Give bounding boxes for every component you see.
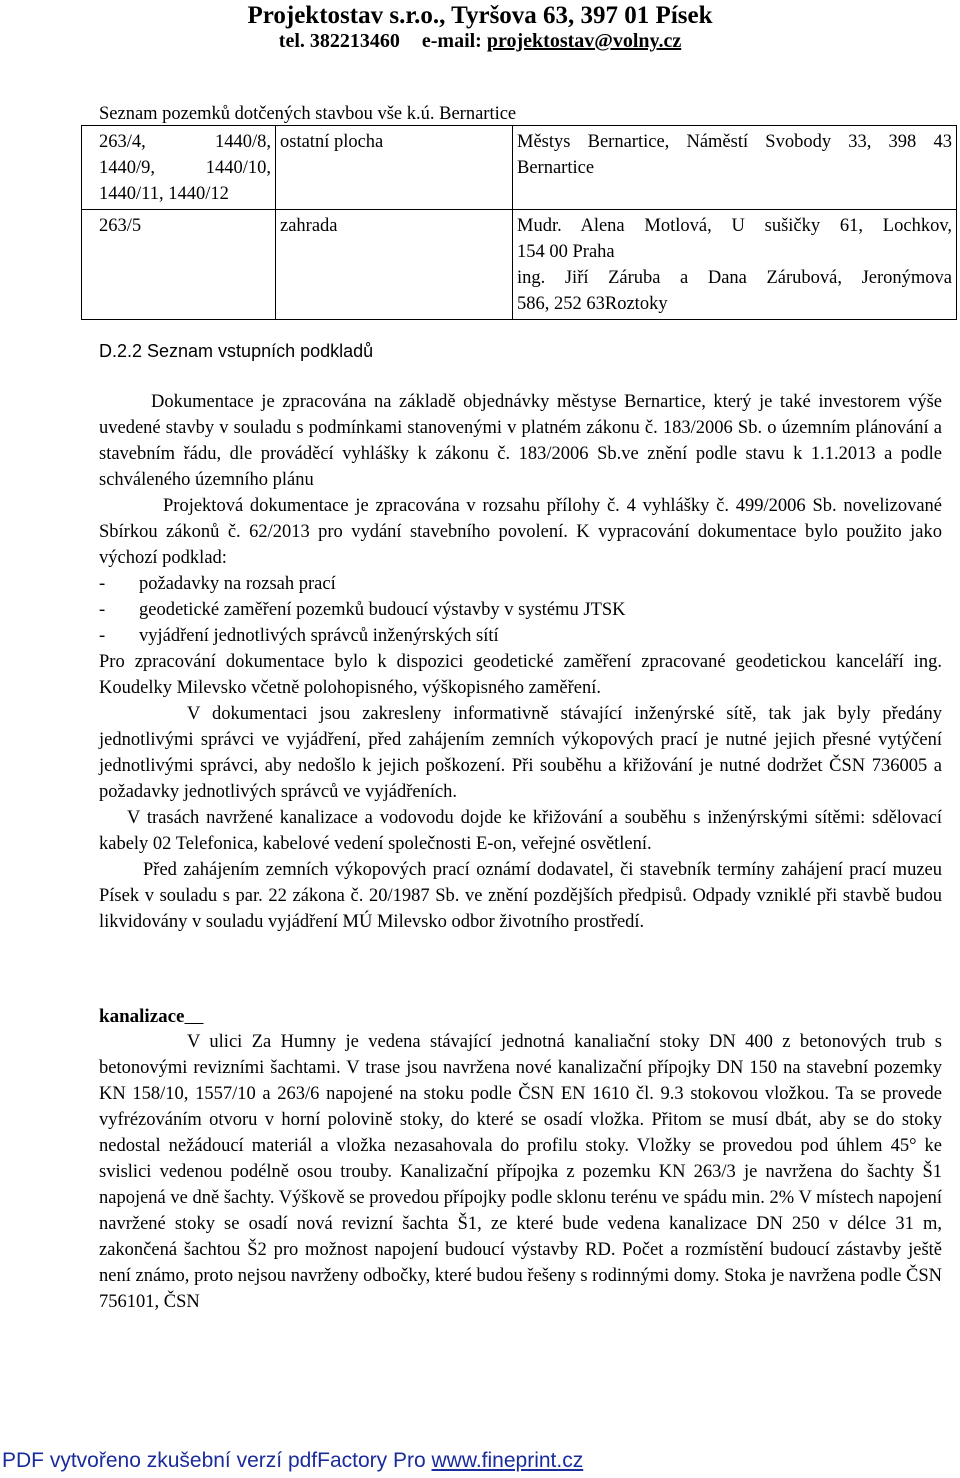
list-item: [99, 571, 942, 597]
owner-line: Městys Bernartice, Náměstí Svobody 33, 398 43: [517, 132, 952, 152]
email-block: [422, 30, 681, 52]
paragraph: Dokumentace je zpracována na základě objednávky městyse Bernartice, který je také investorem výše uvedené stavby v souladu s podmínkami stanovenými v platném zákonu č. 183/2006 Sb. o územním plánování a stavebním řádu, dle prováděcí vyhlášky k zákonu č. 183/2006 Sb.ve znění podle stavu k 1.1.2013 a podle schváleného územního plánu: [99, 392, 942, 490]
parcel-table: [81, 125, 957, 320]
owner-cell: [513, 126, 957, 210]
dash-bullet: -: [99, 574, 106, 594]
company-name-address: Projektostav s.r.o., Tyršova 63, 397 01 Písek: [247, 2, 713, 29]
list-item-text: požadavky na rozsah prací: [139, 574, 336, 594]
owner-line: 154 00 Praha: [517, 242, 615, 262]
footer-text: PDF vytvořeno zkušební verzí pdfFactory Pro: [2, 1449, 432, 1472]
letterhead: [0, 2, 960, 53]
table-row: [82, 126, 957, 210]
phone-number: tel. 382213460: [278, 30, 400, 52]
list-item-text: geodetické zaměření pozemků budoucí výstavby v systému JTSK: [139, 600, 626, 620]
owner-cell: [513, 210, 957, 320]
parcel-numbers-line: 1440/11, 1440/12: [99, 184, 229, 204]
kanalizace-body: [99, 1029, 942, 1315]
paragraph: Pro zpracování dokumentace bylo k dispozici geodetické zaměření zpracované geodetickou kanceláří ing. Koudelky Milevsko včetně polohopisného, výškopisného zaměření.: [99, 652, 942, 698]
parcel-numbers-line: 263/4, 1440/8,: [99, 132, 271, 152]
parcel-numbers-cell: [82, 126, 276, 210]
paragraph: V dokumentaci jsou zakresleny informativně stávající inženýrské sítě, tak jak byly předány jednotlivými správci ve vyjádření, před zahájením zemních výkopových prací je nutné jejich přesné vytýčení jednotlivými správci, aby nedošlo k jejich poškození. Při souběhu a křižování je nutné dodržet ČSN 736005 a požadavky jednotlivých správců ve vyjádřeních.: [99, 704, 942, 802]
land-type-cell: zahrada: [276, 210, 513, 320]
parcel-numbers-cell: 263/5: [82, 210, 276, 320]
list-item: [99, 597, 942, 623]
parcel-table-caption: Seznam pozemků dotčených stavbou vše k.ú. Bernartice: [99, 104, 517, 124]
table-row: [82, 210, 957, 320]
paragraph: Projektová dokumentace je zpracována v rozsahu přílohy č. 4 vyhlášky č. 499/2006 Sb. novelizované Sbírkou zákonů č. 62/2013 pro vydání stavebního povolení. K vypracování dokumentace bylo použito jako výchozí podklad:: [99, 496, 942, 568]
owner-line: 586, 252 63Roztoky: [517, 294, 668, 314]
owner-line: ing. Jiří Záruba a Dana Zárubová, Jeronýmova: [517, 268, 952, 288]
contact-line: [0, 29, 960, 53]
owner-line: Mudr. Alena Motlová, U sušičky 61, Lochkov,: [517, 216, 952, 236]
dash-bullet: -: [99, 600, 106, 620]
kanalizace-heading-text: kanalizace: [99, 1006, 185, 1027]
section-heading: D.2.2 Seznam vstupních podkladů: [99, 341, 374, 361]
kanalizace-heading: [99, 1005, 204, 1029]
land-type-cell: ostatní plocha: [276, 126, 513, 210]
parcel-numbers-line: 1440/9, 1440/10,: [99, 158, 271, 178]
footer-link[interactable]: www.fineprint.cz: [431, 1449, 584, 1472]
paragraph: V ulici Za Humny je vedena stávající jednotná kanaliační stoky DN 400 z betonových trub s betonovými revizními šachtami. V trase jsou navržena nové kanalizační přípojky DN 150 na stavební pozemky KN 158/10, 1557/10 a 263/6 napojené na stoku podle ČSN EN 1610 čl. 9.3 stokovou vložkou. Ta se provede vyfrézováním otvoru v horní polovině stoky, do které se osadí vložka. Přitom se musí dbát, aby se do stoky nedostal nežádoucí materiál a vložka nezasahovala do profilu stoky. Vložky se provedou pod úhlem 45° ke svislici vedenou podélně osou trouby. Kanalizační přípojka z pozemku KN 263/3 je navržena do šachty Š1 napojená ve dně šachty. Výškově se provedou přípojky podle sklonu terénu ve spádu min. 2% V místech napojení navržené stoky se osadí nová revizní šachta Š1, ze které bude vedena kanalizace DN 250 v délce 31 m, zakončená šachtou Š2 pro možnost napojení budoucí výstavby RD. Počet a rozmístění budoucí zástavby ještě není známo, proto nejsou navrženy odbočky, které budou řešeny s rodinnými domy. Stoka je navržena podle ČSN 756101, ČSN: [99, 1032, 942, 1312]
dash-bullet: -: [99, 626, 106, 646]
pdf-watermark-footer: [2, 1449, 583, 1473]
paragraph: V trasách navržené kanalizace a vodovodu dojde ke křižování a souběhu s inženýrskými sítěmi: sdělovací kabely 02 Telefonica, kabelové vedení společnosti E-on, veřejné osvětlení.: [99, 808, 942, 854]
section-body: [99, 389, 942, 935]
paragraph: Před zahájením zemních výkopových prací oznámí dodavatel, či stavebník termíny zahájení prací muzeu Písek v souladu s par. 22 zákona č. 20/1987 Sb. ve znění pozdějších předpisů. Odpady vzniklé při stavbě budou likvidovány v souladu vyjádření MÚ Milevsko odbor životního prostředí.: [99, 860, 942, 932]
owner-line: Bernartice: [517, 158, 595, 178]
list-item-text: vyjádření jednotlivých správců inženýrských sítí: [139, 626, 499, 646]
list-item: [99, 623, 942, 649]
email-link[interactable]: projektostav@volny.cz: [486, 30, 682, 52]
email-label: e-mail:: [421, 30, 487, 52]
